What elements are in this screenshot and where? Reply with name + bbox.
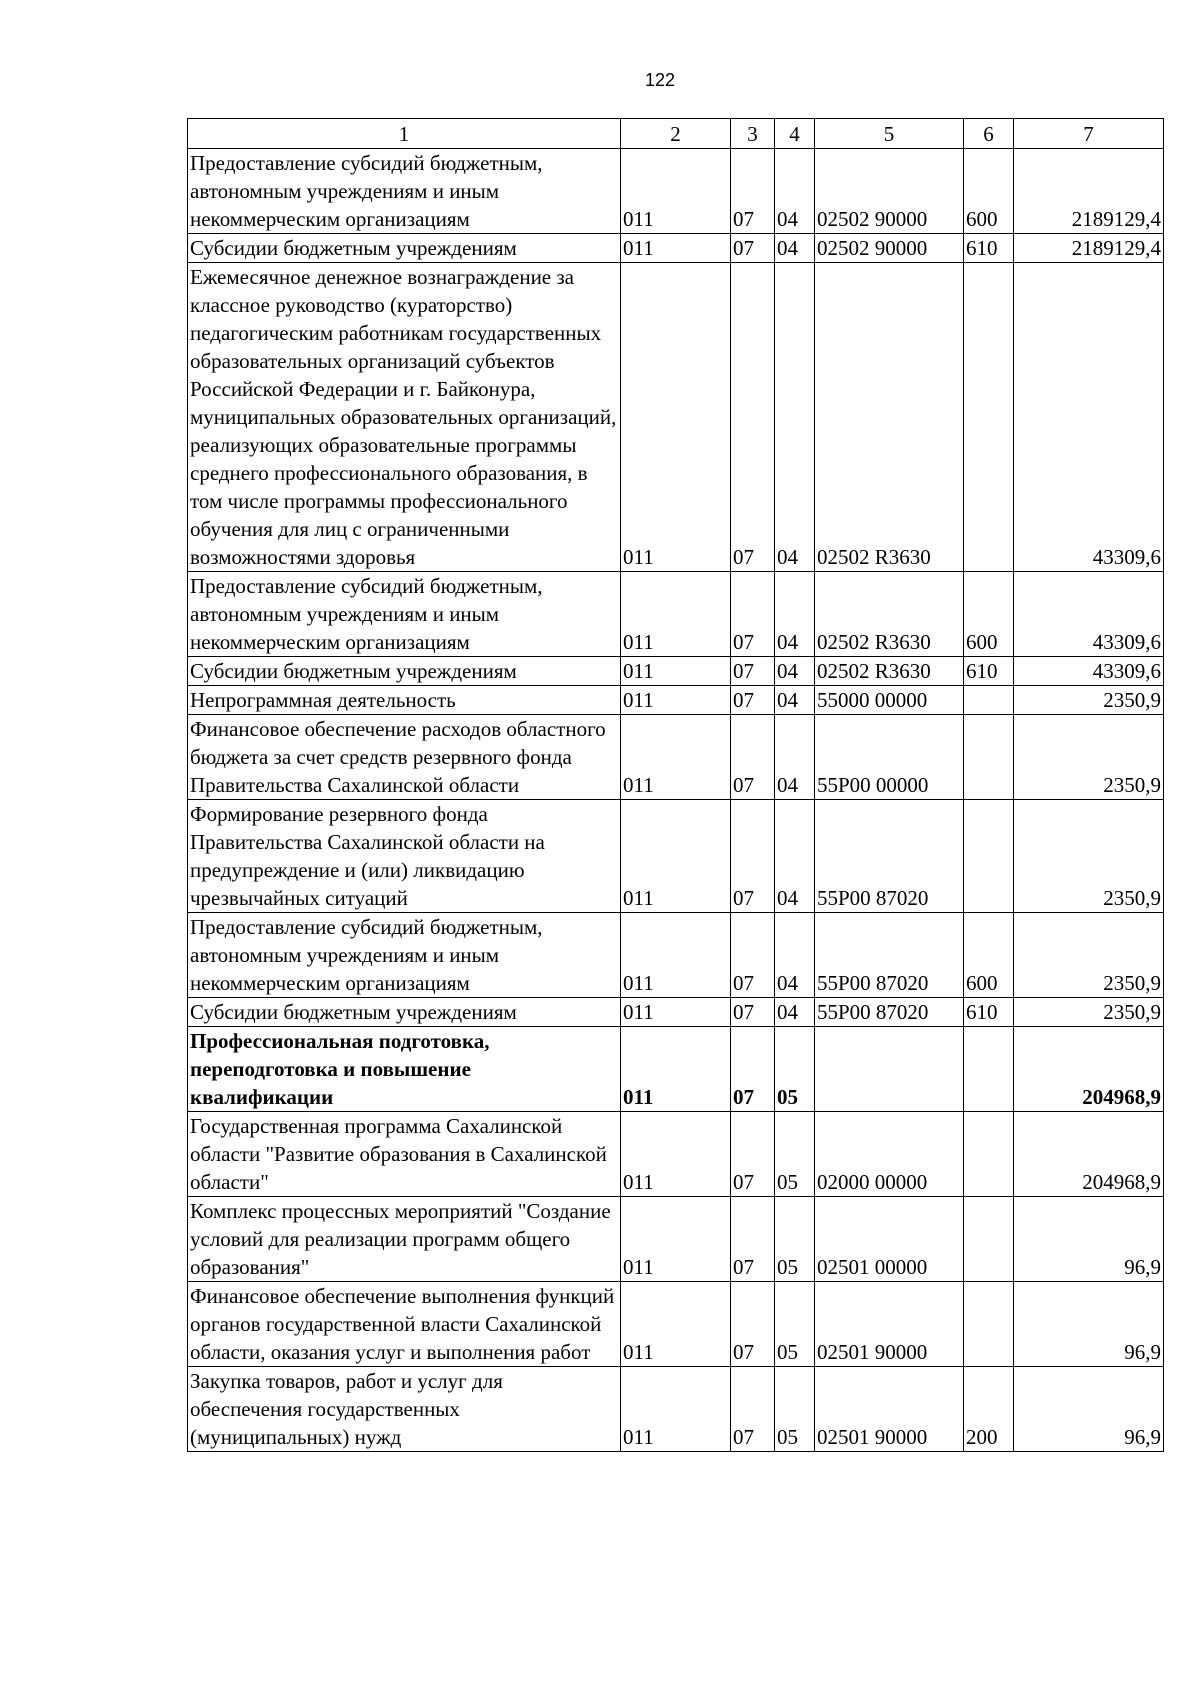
row-amount: 96,9	[1014, 1197, 1164, 1282]
row-subsection-code: 04	[775, 913, 815, 998]
row-ved-code: 011	[621, 800, 731, 913]
row-expense-type: 200	[964, 1367, 1014, 1452]
row-section-code: 07	[731, 572, 775, 657]
row-ved-code: 011	[621, 998, 731, 1027]
row-name: Предоставление субсидий бюджетным, автономным учреждениям и иным некоммерческим организациям	[188, 149, 621, 234]
row-subsection-code: 05	[775, 1282, 815, 1367]
row-section-code: 07	[731, 1367, 775, 1452]
row-amount: 43309,6	[1014, 657, 1164, 686]
row-section-code: 07	[731, 913, 775, 998]
header-col-7: 7	[1014, 119, 1164, 149]
table-row	[188, 686, 1164, 715]
row-name: Формирование резервного фонда Правительства Сахалинской области на предупреждение и (или) ликвидацию чрезвычайных ситуаций	[188, 800, 621, 913]
row-expense-type: 610	[964, 657, 1014, 686]
table-row	[188, 657, 1164, 686]
row-amount: 204968,9	[1014, 1112, 1164, 1197]
row-expense-type: 600	[964, 572, 1014, 657]
row-amount: 43309,6	[1014, 263, 1164, 572]
row-section-code: 07	[731, 998, 775, 1027]
row-expense-type	[964, 1112, 1014, 1197]
header-col-5: 5	[815, 119, 964, 149]
row-name: Профессиональная подготовка, переподготовка и повышение квалификации	[188, 1027, 621, 1112]
row-expense-type: 600	[964, 149, 1014, 234]
row-section-code: 07	[731, 149, 775, 234]
row-expense-type	[964, 715, 1014, 800]
row-target-article: 02502 R3630	[815, 572, 964, 657]
table-row	[188, 149, 1164, 234]
row-subsection-code: 04	[775, 715, 815, 800]
row-target-article: 02502 R3630	[815, 263, 964, 572]
row-expense-type	[964, 1282, 1014, 1367]
table-row	[188, 1282, 1164, 1367]
row-amount: 2350,9	[1014, 998, 1164, 1027]
row-section-code: 07	[731, 234, 775, 263]
row-expense-type: 610	[964, 998, 1014, 1027]
row-ved-code: 011	[621, 1197, 731, 1282]
row-subsection-code: 04	[775, 686, 815, 715]
row-ved-code: 011	[621, 234, 731, 263]
row-name: Предоставление субсидий бюджетным, автономным учреждениям и иным некоммерческим организациям	[188, 913, 621, 998]
row-expense-type	[964, 686, 1014, 715]
row-target-article: 02502 90000	[815, 234, 964, 263]
row-target-article	[815, 1027, 964, 1112]
row-name: Непрограммная деятельность	[188, 686, 621, 715]
row-section-code: 07	[731, 800, 775, 913]
header-col-1: 1	[188, 119, 621, 149]
row-target-article: 55000 00000	[815, 686, 964, 715]
row-subsection-code: 05	[775, 1027, 815, 1112]
row-section-code: 07	[731, 1027, 775, 1112]
row-expense-type: 600	[964, 913, 1014, 998]
row-section-code: 07	[731, 686, 775, 715]
row-amount: 96,9	[1014, 1367, 1164, 1452]
row-amount: 2189129,4	[1014, 234, 1164, 263]
header-col-4: 4	[775, 119, 815, 149]
row-target-article: 02501 90000	[815, 1282, 964, 1367]
row-ved-code: 011	[621, 1282, 731, 1367]
row-subsection-code: 04	[775, 998, 815, 1027]
row-subsection-code: 05	[775, 1197, 815, 1282]
row-target-article: 02000 00000	[815, 1112, 964, 1197]
row-subsection-code: 04	[775, 263, 815, 572]
header-col-3: 3	[731, 119, 775, 149]
row-amount: 96,9	[1014, 1282, 1164, 1367]
row-amount: 2350,9	[1014, 715, 1164, 800]
table-row	[188, 263, 1164, 572]
header-row	[188, 119, 1164, 149]
row-ved-code: 011	[621, 1367, 731, 1452]
row-amount: 43309,6	[1014, 572, 1164, 657]
row-ved-code: 011	[621, 686, 731, 715]
row-name: Субсидии бюджетным учреждениям	[188, 234, 621, 263]
row-subsection-code: 04	[775, 657, 815, 686]
table-row	[188, 715, 1164, 800]
row-expense-type	[964, 263, 1014, 572]
row-section-code: 07	[731, 1112, 775, 1197]
table-row	[188, 1367, 1164, 1452]
row-section-code: 07	[731, 657, 775, 686]
row-name: Предоставление субсидий бюджетным, автономным учреждениям и иным некоммерческим организациям	[188, 572, 621, 657]
table-row	[188, 800, 1164, 913]
row-ved-code: 011	[621, 572, 731, 657]
table-row	[188, 913, 1164, 998]
row-target-article: 55Р00 87020	[815, 913, 964, 998]
row-target-article: 02501 00000	[815, 1197, 964, 1282]
row-name: Комплекс процессных мероприятий "Создание условий для реализации программ общего образования"	[188, 1197, 621, 1282]
row-section-code: 07	[731, 1197, 775, 1282]
table-row	[188, 998, 1164, 1027]
table-row	[188, 572, 1164, 657]
row-amount: 2350,9	[1014, 686, 1164, 715]
row-target-article: 55Р00 87020	[815, 800, 964, 913]
row-expense-type	[964, 1197, 1014, 1282]
row-section-code: 07	[731, 1282, 775, 1367]
row-ved-code: 011	[621, 1112, 731, 1197]
row-name: Финансовое обеспечение расходов областного бюджета за счет средств резервного фонда Правительства Сахалинской области	[188, 715, 621, 800]
row-ved-code: 011	[621, 657, 731, 686]
table-row	[188, 1112, 1164, 1197]
row-amount: 2189129,4	[1014, 149, 1164, 234]
row-target-article: 02502 90000	[815, 149, 964, 234]
row-amount: 204968,9	[1014, 1027, 1164, 1112]
row-section-code: 07	[731, 263, 775, 572]
table-row	[188, 1027, 1164, 1112]
row-expense-type: 610	[964, 234, 1014, 263]
header-col-2: 2	[621, 119, 731, 149]
table-row	[188, 234, 1164, 263]
row-ved-code: 011	[621, 263, 731, 572]
table-row	[188, 1197, 1164, 1282]
row-subsection-code: 04	[775, 234, 815, 263]
row-amount: 2350,9	[1014, 800, 1164, 913]
row-target-article: 02501 90000	[815, 1367, 964, 1452]
row-name: Субсидии бюджетным учреждениям	[188, 657, 621, 686]
row-subsection-code: 05	[775, 1367, 815, 1452]
row-ved-code: 011	[621, 715, 731, 800]
row-name: Субсидии бюджетным учреждениям	[188, 998, 621, 1027]
row-subsection-code: 04	[775, 149, 815, 234]
row-ved-code: 011	[621, 913, 731, 998]
row-target-article: 55Р00 00000	[815, 715, 964, 800]
page-number: 122	[644, 70, 676, 90]
row-expense-type	[964, 1027, 1014, 1112]
budget-table	[187, 118, 1164, 1452]
row-target-article: 55Р00 87020	[815, 998, 964, 1027]
row-section-code: 07	[731, 715, 775, 800]
row-subsection-code: 05	[775, 1112, 815, 1197]
row-target-article: 02502 R3630	[815, 657, 964, 686]
row-expense-type	[964, 800, 1014, 913]
row-name: Закупка товаров, работ и услуг для обеспечения государственных (муниципальных) нужд	[188, 1367, 621, 1452]
row-name: Государственная программа Сахалинской области "Развитие образования в Сахалинской области"	[188, 1112, 621, 1197]
row-ved-code: 011	[621, 149, 731, 234]
row-name: Финансовое обеспечение выполнения функций органов государственной власти Сахалинской области, оказания услуг и выполнения работ	[188, 1282, 621, 1367]
header-col-6: 6	[964, 119, 1014, 149]
row-subsection-code: 04	[775, 800, 815, 913]
row-amount: 2350,9	[1014, 913, 1164, 998]
row-subsection-code: 04	[775, 572, 815, 657]
row-name: Ежемесячное денежное вознаграждение за классное руководство (кураторство) педагогическим работникам государственных образовательных организаций субъектов Российской Федерации и г. Байконура, муниципальных образовательных организаций, реализующих образовательные программы среднего профессионального образования, в том числе программы профессионального обучения для лиц с ограниченными возможностями здоровья	[188, 263, 621, 572]
row-ved-code: 011	[621, 1027, 731, 1112]
